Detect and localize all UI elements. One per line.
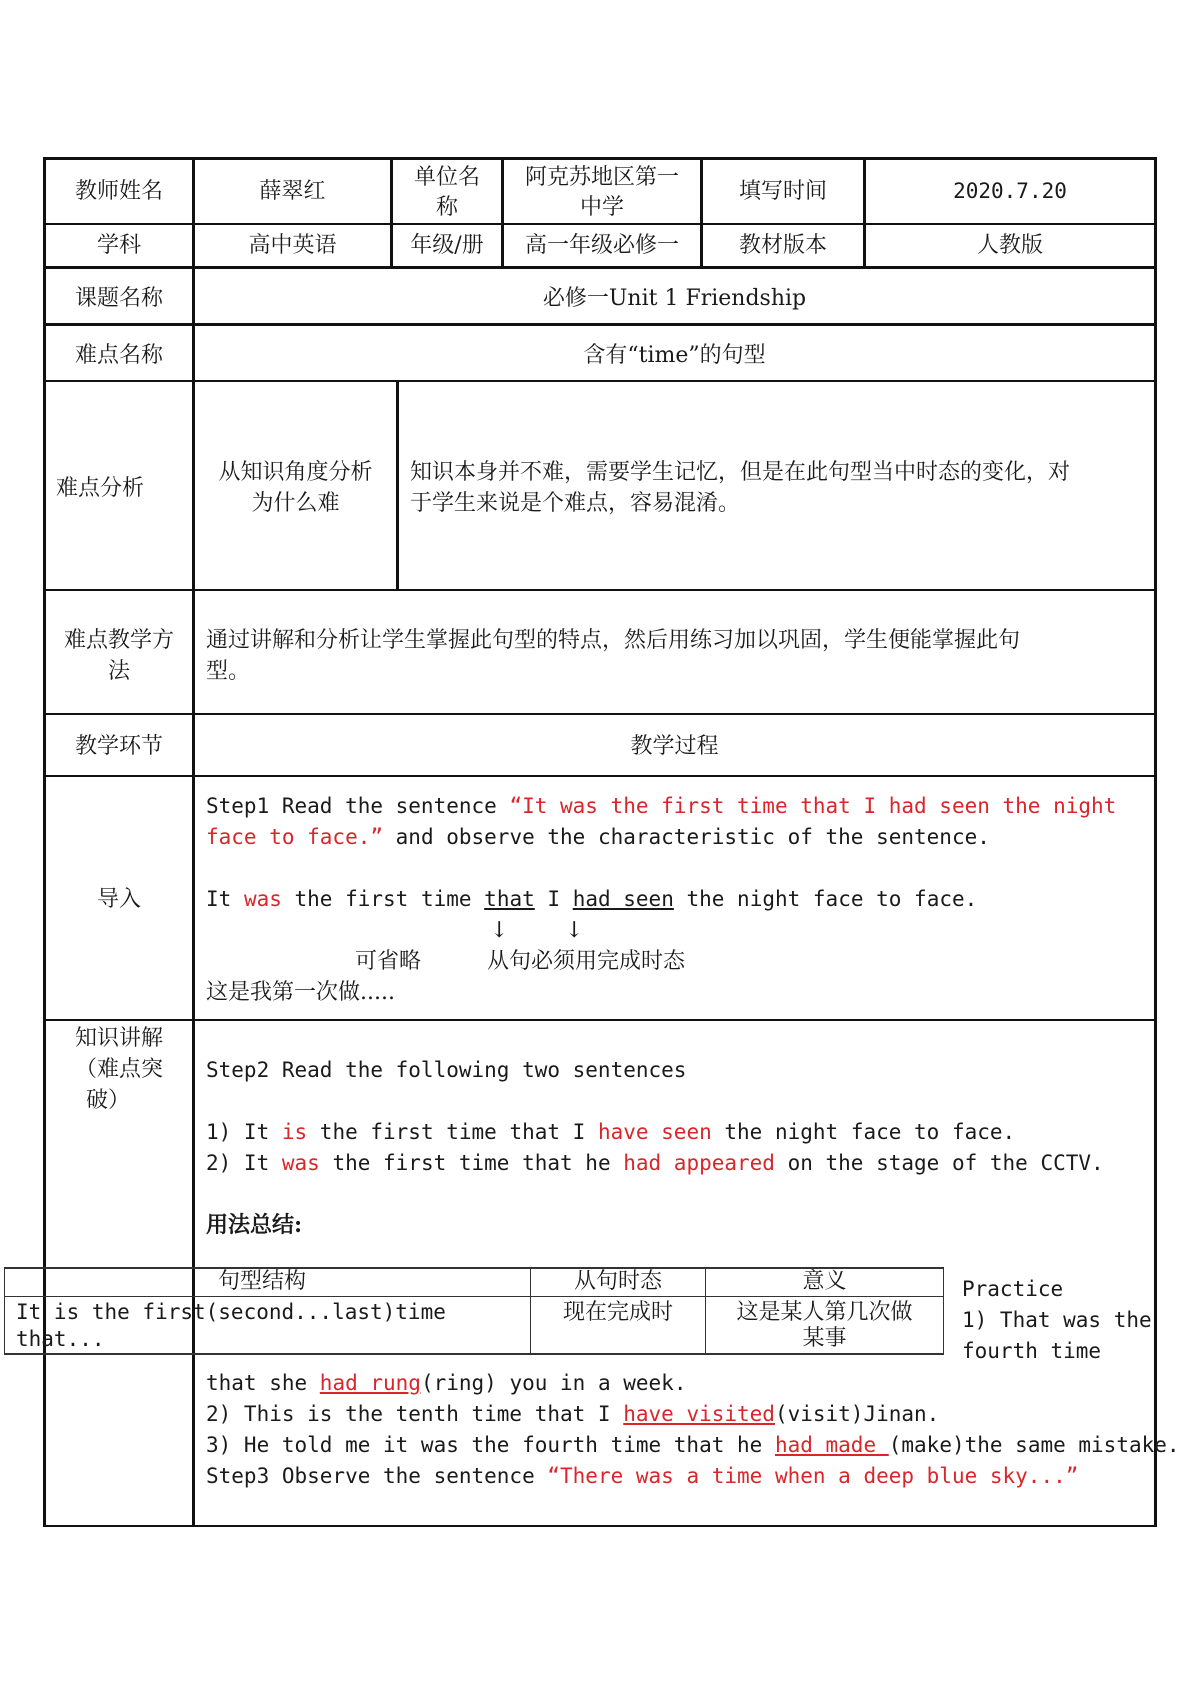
process-title: 教学过程 <box>630 734 719 759</box>
note-omit: 可省略 <box>355 949 422 974</box>
practice-title: Practice <box>962 1277 1064 1301</box>
table-border <box>43 380 1156 382</box>
step1-quote: “It was the first time that I had seen the night <box>509 794 1117 818</box>
arrow-down-icon: ↓ <box>565 918 584 943</box>
example-was: was <box>281 1151 320 1175</box>
practice-answer-3: had made <box>774 1433 889 1457</box>
subject-label: 学科 <box>96 233 141 258</box>
example-part: the night face to face. <box>673 887 978 911</box>
table-border <box>1154 157 1157 1527</box>
fill-time-label: 填写时间 <box>738 179 827 204</box>
usage-meaning-line1: 这是某人第几次做 <box>736 1300 913 1325</box>
example-had-seen: had seen <box>572 887 674 911</box>
arrow-down-icon: ↓ <box>490 918 509 943</box>
practice-text: (make)the same mistake. <box>888 1433 1180 1457</box>
example-1 <box>206 1117 1015 1148</box>
table-border <box>43 323 1156 326</box>
step3-quote: “There was a time when a deep blue sky...” <box>547 1464 1079 1488</box>
usage-summary-title: 用法总结: <box>206 1212 303 1238</box>
process-label: 教学环节 <box>74 734 163 759</box>
practice-text: (ring) you in a week. <box>420 1371 687 1395</box>
step1-instruction: and observe the characteristic of the sentence. <box>383 825 990 849</box>
practice-text: 2) This is the tenth time that I <box>206 1402 624 1426</box>
step1-line2 <box>206 822 990 853</box>
usage-header-meaning: 意义 <box>802 1269 847 1294</box>
intro-meaning: 这是我第一次做..... <box>206 980 395 1005</box>
practice-text: that she <box>206 1371 320 1395</box>
note-tense: 从句必须用完成时态 <box>487 949 686 974</box>
teacher-name: 薛翠红 <box>259 179 326 204</box>
analysis-label: 难点分析 <box>56 476 145 501</box>
analysis-sub-label-line2: 为什么难 <box>251 491 340 516</box>
topic-text: 必修一Unit 1 Friendship <box>542 286 807 311</box>
step1-quote-end: face to face.” <box>206 825 384 849</box>
example-part: 1) It <box>206 1120 282 1144</box>
practice-q1-line1: 1) That was the <box>962 1308 1152 1332</box>
intro-label: 导入 <box>96 887 141 912</box>
example-part: the first time <box>281 887 485 911</box>
practice-text: 3) He told me it was the fourth time that he <box>206 1433 775 1457</box>
table-border <box>43 1525 1156 1527</box>
teacher-name-label: 教师姓名 <box>74 179 163 204</box>
example-part: the first time that I <box>307 1120 598 1144</box>
analysis-sub-label-line1: 从知识角度分析 <box>218 460 373 485</box>
example-have-seen: have seen <box>597 1120 712 1144</box>
step3-line <box>206 1461 1078 1492</box>
subject-value: 高中英语 <box>248 233 337 258</box>
edition-value: 人教版 <box>976 233 1043 258</box>
example-that: that <box>484 887 535 911</box>
usage-header-structure: 句型结构 <box>218 1269 307 1294</box>
unit-name-line1: 阿克苏地区第一 <box>524 165 679 190</box>
practice-q1-line2: fourth time <box>962 1339 1102 1363</box>
table-border <box>43 1019 1156 1021</box>
fill-time-value: 2020.7.20 <box>953 179 1067 203</box>
method-label-line2: 法 <box>107 659 130 684</box>
example-part: on the stage of the CCTV. <box>774 1151 1104 1175</box>
method-text-line1: 通过讲解和分析让学生掌握此句型的特点，然后用练习加以巩固，学生便能掌握此句 <box>206 628 1021 653</box>
method-label-line1: 难点教学方 <box>63 628 174 653</box>
usage-table-border <box>4 1296 944 1297</box>
usage-meaning-line2: 某事 <box>802 1326 847 1351</box>
difficulty-label: 难点名称 <box>74 343 163 368</box>
usage-table-border <box>4 1267 5 1355</box>
usage-tense-value: 现在完成时 <box>562 1300 673 1325</box>
topic-label: 课题名称 <box>74 286 163 311</box>
method-text-line2: 型。 <box>206 659 251 684</box>
table-border <box>43 589 1156 591</box>
practice-q1-line3 <box>206 1368 686 1399</box>
table-border <box>396 380 399 591</box>
usage-table-border <box>943 1267 944 1355</box>
table-border <box>43 713 1156 715</box>
example-part: the night face to face. <box>711 1120 1016 1144</box>
usage-table-border <box>4 1353 944 1355</box>
knowledge-label-line2: （难点突 <box>74 1057 163 1082</box>
example-part: the first time that he <box>319 1151 624 1175</box>
analysis-text-line2: 于学生来说是个难点，容易混淆。 <box>410 491 741 516</box>
example-part: 2) It <box>206 1151 282 1175</box>
difficulty-value: 含有“time”的句型 <box>583 343 766 368</box>
step2-title: Step2 Read the following two sentences <box>206 1058 687 1082</box>
practice-text: (visit)Jinan. <box>774 1402 940 1426</box>
grade-label: 年级/册 <box>410 233 484 258</box>
example-was: was <box>243 887 282 911</box>
example-part: I <box>534 887 573 911</box>
practice-q2 <box>206 1399 939 1430</box>
example-sentence <box>206 884 977 915</box>
table-border <box>43 157 1156 160</box>
example-is: is <box>281 1120 308 1144</box>
step1-line1 <box>206 791 1116 822</box>
grade-value: 高一年级必修一 <box>524 233 679 258</box>
usage-header-tense: 从句时态 <box>573 1269 662 1294</box>
unit-label-line1: 单位名 <box>413 165 480 190</box>
table-border <box>43 775 1156 777</box>
knowledge-label-line3: 破） <box>85 1088 130 1113</box>
table-border <box>43 266 1156 269</box>
practice-q3 <box>206 1430 1180 1461</box>
example-2 <box>206 1148 1104 1179</box>
practice-answer-2: have visited <box>623 1402 775 1426</box>
step1-text: Step1 Read the sentence <box>206 794 510 818</box>
unit-label-line2: 称 <box>435 195 458 220</box>
usage-structure-line1: It is the first(second...last)time <box>16 1300 446 1324</box>
edition-label: 教材版本 <box>738 233 827 258</box>
example-had-appeared: had appeared <box>623 1151 775 1175</box>
knowledge-label-line1: 知识讲解 <box>74 1026 163 1051</box>
unit-name-line2: 中学 <box>579 195 624 220</box>
example-part: It <box>206 887 244 911</box>
usage-structure-line2: that... <box>16 1327 105 1351</box>
topic-value <box>195 283 1154 314</box>
step3-text: Step3 Observe the sentence <box>206 1464 548 1488</box>
table-border <box>43 223 1156 225</box>
practice-answer-1: had rung <box>319 1371 421 1395</box>
analysis-text-line1: 知识本身并不难，需要学生记忆，但是在此句型当中时态的变化，对 <box>410 460 1071 485</box>
